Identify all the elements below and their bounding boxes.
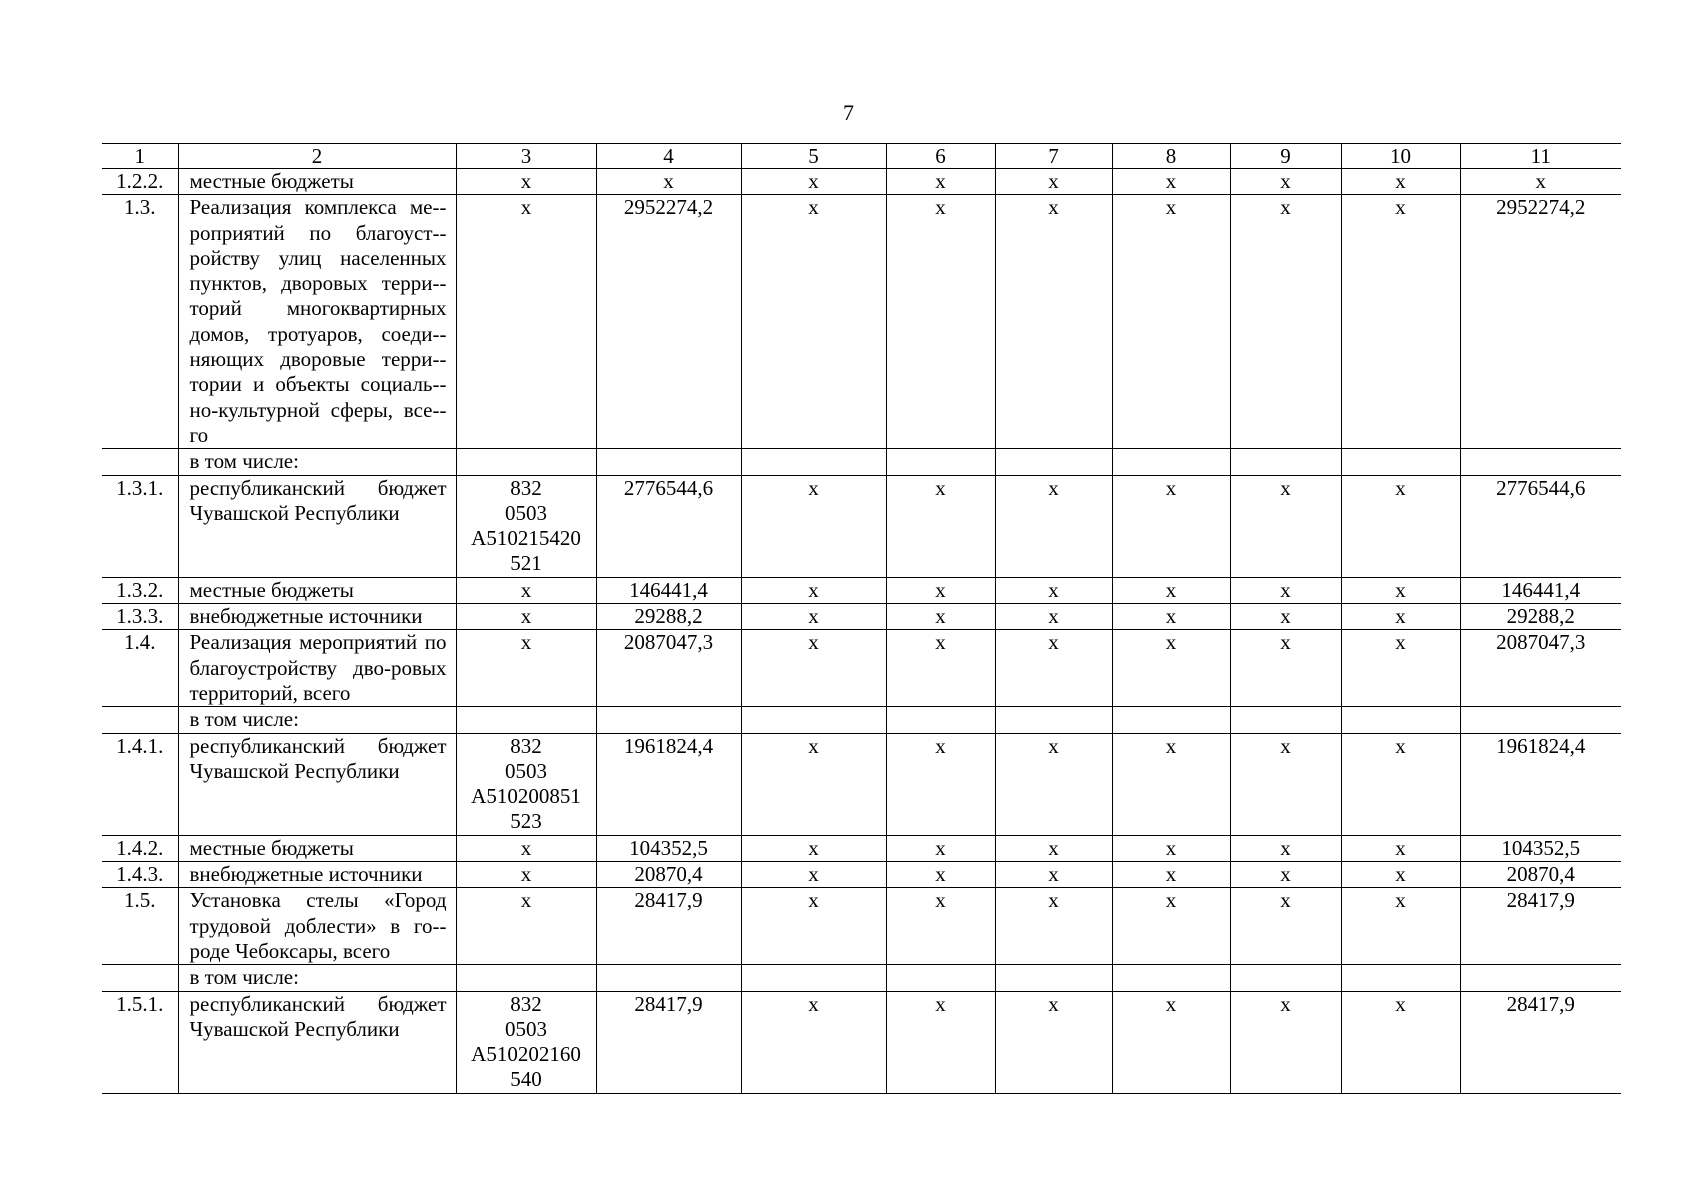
total-value: 2087047,3 [596,630,741,707]
budget-code-line: 832 [510,991,542,1016]
row-number: 1.4.1. [102,733,178,835]
sum-value: 29288,2 [1460,604,1621,630]
year-value: x [995,888,1112,965]
year-value: x [886,195,995,449]
total-value [596,707,741,733]
year-value: x [1112,577,1230,603]
year-value: x [1230,835,1341,861]
header-cell: 8 [1112,144,1230,169]
budget-code-line: 521 [510,551,542,576]
header-cell: 9 [1230,144,1341,169]
year-value: x [995,195,1112,449]
table-body [102,144,1621,1094]
year-value: x [995,475,1112,577]
table-row [102,991,1621,1093]
header-cell: 3 [456,144,596,169]
year-value [741,707,886,733]
row-name: местные бюджеты [178,169,456,195]
header-row [102,144,1621,169]
year-value [1341,965,1460,991]
header-cell: 4 [596,144,741,169]
year-value: x [1230,604,1341,630]
budget-code-line: 540 [510,1067,542,1092]
budget-code-line: x [520,862,532,887]
year-value: x [995,991,1112,1093]
year-value [1230,707,1341,733]
row-number: 1.5. [102,888,178,965]
budget-code [456,991,596,1093]
row-number: 1.5.1. [102,991,178,1093]
year-value: x [1341,577,1460,603]
total-value: 20870,4 [596,862,741,888]
year-value [995,965,1112,991]
row-name: в том числе: [178,965,456,991]
sum-value: x [1460,169,1621,195]
budget-code [456,733,596,835]
sum-value: 28417,9 [1460,888,1621,965]
year-value: x [1112,733,1230,835]
sum-value: 28417,9 [1460,991,1621,1093]
budget-code [456,577,596,603]
sum-value: 1961824,4 [1460,733,1621,835]
year-value: x [886,733,995,835]
year-value: x [1341,862,1460,888]
sum-value [1460,965,1621,991]
year-value: x [741,630,886,707]
year-value: x [1230,862,1341,888]
sum-value [1460,449,1621,475]
table-row [102,733,1621,835]
budget-code [456,707,596,733]
row-number: 1.3.3. [102,604,178,630]
year-value [1341,449,1460,475]
budget-code [456,965,596,991]
sum-value: 2952274,2 [1460,195,1621,449]
total-value: 29288,2 [596,604,741,630]
budget-table [102,143,1621,1094]
budget-code [456,862,596,888]
budget-code-line: 523 [510,809,542,834]
row-number [102,707,178,733]
year-value: x [1230,630,1341,707]
header-cell: 2 [178,144,456,169]
row-number: 1.4. [102,630,178,707]
total-value: 104352,5 [596,835,741,861]
total-value: 2776544,6 [596,475,741,577]
year-value: x [1230,195,1341,449]
year-value [1112,449,1230,475]
year-value [741,965,886,991]
header-cell: 1 [102,144,178,169]
row-number [102,449,178,475]
year-value: x [1230,475,1341,577]
budget-code [456,835,596,861]
year-value: x [1112,862,1230,888]
budget-code-line: x [520,195,532,220]
year-value [741,449,886,475]
budget-code [456,449,596,475]
row-name: республиканский бюджет Чувашской Республики [178,991,456,1093]
year-value: x [995,862,1112,888]
table-row [102,195,1621,449]
year-value [995,449,1112,475]
total-value: 146441,4 [596,577,741,603]
year-value: x [1112,991,1230,1093]
year-value: x [741,169,886,195]
table-row [102,449,1621,475]
year-value [886,707,995,733]
year-value [1230,449,1341,475]
year-value: x [1230,733,1341,835]
year-value: x [741,733,886,835]
table-row [102,835,1621,861]
year-value: x [995,604,1112,630]
total-value [596,449,741,475]
header-cell: 7 [995,144,1112,169]
budget-code-line: 832 [510,475,542,500]
row-name: местные бюджеты [178,835,456,861]
year-value: x [1341,630,1460,707]
budget-code-line: x [520,169,532,193]
row-name: Реализация мероприятий по благоустройству дво-ровых территорий, всего [178,630,456,707]
year-value: x [1341,604,1460,630]
header-cell: 10 [1341,144,1460,169]
year-value: x [1230,991,1341,1093]
row-name: республиканский бюджет Чувашской Республики [178,475,456,577]
table-row [102,862,1621,888]
year-value: x [886,835,995,861]
budget-code-line: 0503 [505,500,547,525]
year-value: x [741,862,886,888]
total-value: 1961824,4 [596,733,741,835]
header-cell: 5 [741,144,886,169]
year-value: x [1341,733,1460,835]
year-value: x [995,733,1112,835]
table-row [102,475,1621,577]
row-name: в том числе: [178,707,456,733]
year-value: x [995,169,1112,195]
row-name: в том числе: [178,449,456,475]
table-row [102,888,1621,965]
budget-code-line: 832 [510,733,542,758]
year-value: x [886,475,995,577]
year-value [886,965,995,991]
year-value: x [1341,991,1460,1093]
year-value: x [1341,888,1460,965]
total-value: 28417,9 [596,888,741,965]
table-row [102,630,1621,707]
row-number: 1.4.2. [102,835,178,861]
row-name: Установка стелы «Город трудовой доблести» в го-роде Чебоксары, всего [178,888,456,965]
year-value: x [1112,169,1230,195]
year-value: x [1341,835,1460,861]
year-value: x [886,862,995,888]
sum-value: 104352,5 [1460,835,1621,861]
sum-value [1460,707,1621,733]
year-value [886,449,995,475]
year-value: x [1230,577,1341,603]
year-value: x [741,577,886,603]
year-value: x [995,630,1112,707]
year-value: x [741,195,886,449]
year-value: x [886,604,995,630]
year-value: x [1112,888,1230,965]
row-name: внебюджетные источники [178,604,456,630]
year-value [1341,707,1460,733]
year-value [1112,965,1230,991]
budget-code [456,169,596,195]
budget-code-line: 0503 [505,758,547,783]
year-value: x [741,991,886,1093]
year-value [1112,707,1230,733]
sum-value: 146441,4 [1460,577,1621,603]
year-value: x [1112,604,1230,630]
table-row [102,965,1621,991]
budget-code-line: А510202160 [471,1042,581,1067]
year-value: x [1112,835,1230,861]
year-value: x [1230,169,1341,195]
budget-code [456,195,596,449]
header-cell: 11 [1460,144,1621,169]
year-value: x [995,835,1112,861]
total-value: 2952274,2 [596,195,741,449]
budget-code-line: x [520,630,532,655]
sum-value: 2776544,6 [1460,475,1621,577]
sum-value: 20870,4 [1460,862,1621,888]
budget-code [456,888,596,965]
row-number: 1.3. [102,195,178,449]
budget-code-line: x [520,577,532,602]
budget-code-line: x [520,835,532,860]
table-row [102,169,1621,195]
page-number: 7 [843,100,854,125]
table-row [102,707,1621,733]
budget-code-line: А510200851 [471,784,581,809]
row-number: 1.3.1. [102,475,178,577]
row-number: 1.3.2. [102,577,178,603]
header-cell: 6 [886,144,995,169]
total-value: 28417,9 [596,991,741,1093]
year-value: x [1341,195,1460,449]
budget-code-line: x [520,604,532,629]
row-name: местные бюджеты [178,577,456,603]
year-value: x [995,577,1112,603]
year-value: x [1341,475,1460,577]
year-value: x [1112,630,1230,707]
total-value: x [596,169,741,195]
year-value: x [1341,169,1460,195]
row-name: республиканский бюджет Чувашской Республики [178,733,456,835]
row-name: Реализация комплекса ме-роприятий по благоуст-ройству улиц населенных пунктов, дворовых терри-торий многоквартирных домов, тротуаров, соеди-няющих дворовые терри-тории и объекты социаль-но-культурной сферы, все-го [178,195,456,449]
year-value: x [886,630,995,707]
year-value: x [741,475,886,577]
year-value: x [1230,888,1341,965]
sum-value: 2087047,3 [1460,630,1621,707]
row-number: 1.4.3. [102,862,178,888]
year-value: x [886,888,995,965]
total-value [596,965,741,991]
year-value: x [886,577,995,603]
year-value [995,707,1112,733]
row-number: 1.2.2. [102,169,178,195]
year-value: x [741,888,886,965]
table-row [102,604,1621,630]
year-value: x [741,835,886,861]
year-value: x [1112,195,1230,449]
budget-code-line: x [520,888,532,913]
year-value [1230,965,1341,991]
budget-code [456,604,596,630]
budget-code [456,630,596,707]
table-row [102,577,1621,603]
row-name: внебюджетные источники [178,862,456,888]
budget-code-line: 0503 [505,1016,547,1041]
row-number [102,965,178,991]
year-value: x [886,991,995,1093]
year-value: x [886,169,995,195]
budget-code-line: А510215420 [471,526,581,551]
budget-code [456,475,596,577]
year-value: x [1112,475,1230,577]
year-value: x [741,604,886,630]
